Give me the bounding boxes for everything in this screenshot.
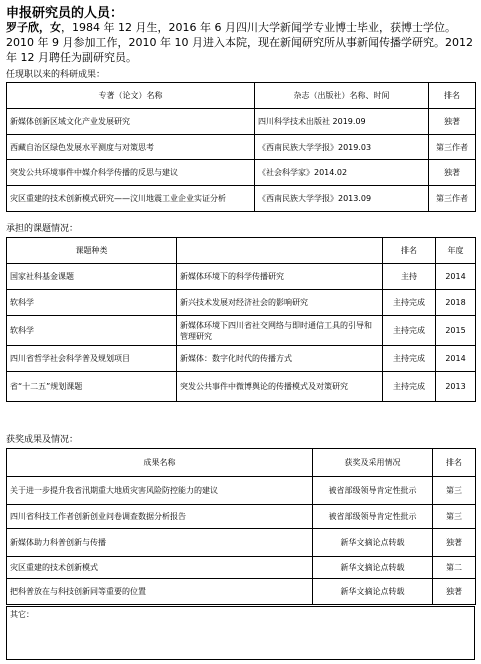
award-status: 新华文摘论点转载 bbox=[313, 579, 433, 605]
award-rank: 独著 bbox=[433, 579, 476, 605]
project-rank: 主持 bbox=[383, 264, 436, 290]
project-year: 2013 bbox=[436, 372, 476, 402]
project-type: 软科学 bbox=[7, 316, 177, 346]
table-row bbox=[7, 529, 476, 557]
table-row bbox=[7, 477, 476, 505]
project-year: 2015 bbox=[436, 316, 476, 346]
projects-label: 承担的课题情况： bbox=[6, 224, 79, 234]
award-status: 新华文摘论点转载 bbox=[313, 529, 433, 557]
other-label: 其它： bbox=[10, 610, 34, 619]
research-title: 突发公共环境事件中媒介科学传播的反思与建议 bbox=[7, 160, 255, 186]
awards-table bbox=[6, 448, 476, 605]
project-type: 四川省哲学社会科学普及规划项目 bbox=[7, 346, 177, 372]
project-year: 2014 bbox=[436, 264, 476, 290]
table-row bbox=[7, 557, 476, 579]
table-row bbox=[7, 264, 476, 290]
project-title: 突发公共事件中微博舆论的传播模式及对策研究 bbox=[177, 372, 383, 402]
award-rank: 第二 bbox=[433, 557, 476, 579]
table-row bbox=[7, 579, 476, 605]
award-title: 四川省科技工作者创新创业问卷调查数据分析报告 bbox=[7, 505, 313, 529]
research-publisher: 《西南民族大学学报》2013.09 bbox=[255, 186, 429, 212]
project-title: 新兴技术发展对经济社会的影响研究 bbox=[177, 290, 383, 316]
projects-header-rank: 排名 bbox=[383, 238, 436, 264]
other-section bbox=[6, 606, 475, 660]
award-rank: 第三 bbox=[433, 477, 476, 505]
awards-header-rank: 排名 bbox=[433, 449, 476, 477]
projects-header-year: 年度 bbox=[436, 238, 476, 264]
awards-header-status: 获奖及采用情况 bbox=[313, 449, 433, 477]
award-title: 灾区重建的技术创新模式 bbox=[7, 557, 313, 579]
bio-paragraph bbox=[6, 20, 476, 65]
research-publisher: 四川科学技术出版社 2019.09 bbox=[255, 109, 429, 135]
projects-header-title bbox=[177, 238, 383, 264]
award-status: 被省部级领导肯定性批示 bbox=[313, 505, 433, 529]
research-label: 任现职以来的科研成果： bbox=[6, 70, 106, 80]
table-row bbox=[7, 372, 476, 402]
research-publisher: 《西南民族大学学报》2019.03 bbox=[255, 135, 429, 160]
page-heading: 申报研究员的人员： bbox=[6, 6, 124, 21]
award-rank: 第三 bbox=[433, 505, 476, 529]
project-type: 国家社科基金课题 bbox=[7, 264, 177, 290]
award-title: 把科普放在与科技创新同等重要的位置 bbox=[7, 579, 313, 605]
projects-table bbox=[6, 237, 476, 402]
award-title: 关于进一步提升我省汛期重大地质灾害风险防控能力的建议 bbox=[7, 477, 313, 505]
awards-label: 获奖成果及情况： bbox=[6, 435, 79, 445]
award-title: 新媒体助力科普创新与传播 bbox=[7, 529, 313, 557]
research-header-title: 专著（论文）名称 bbox=[7, 83, 255, 109]
table-row bbox=[7, 346, 476, 372]
research-title: 新媒体创新区域文化产业发展研究 bbox=[7, 109, 255, 135]
project-year: 2018 bbox=[436, 290, 476, 316]
project-title: 新媒体环境下的科学传播研究 bbox=[177, 264, 383, 290]
award-status: 新华文摘论点转载 bbox=[313, 557, 433, 579]
project-rank: 主持完成 bbox=[383, 372, 436, 402]
research-publisher: 《社会科学家》2014.02 bbox=[255, 160, 429, 186]
research-title: 西藏自治区绿色发展水平测度与对策思考 bbox=[7, 135, 255, 160]
bio-text: ，1984 年 12 月生，2016 年 6 月四川大学新闻学专业博士毕业，获博士学位。2010 年 9 月参加工作，2010 年 10 月进入本院，现在新闻研究所从事新闻传播学研究。2012 年 12 月聘任为副研究员。 bbox=[6, 21, 473, 64]
applicant-name: 罗子欣，女 bbox=[6, 21, 61, 34]
table-row bbox=[7, 109, 476, 135]
table-row bbox=[7, 505, 476, 529]
award-rank: 独著 bbox=[433, 529, 476, 557]
table-row bbox=[7, 186, 476, 212]
award-status: 被省部级领导肯定性批示 bbox=[313, 477, 433, 505]
table-row bbox=[7, 160, 476, 186]
research-rank: 第三作者 bbox=[429, 186, 476, 212]
project-title: 新媒体环境下四川省社交网络与即时通信工具的引导和管理研究 bbox=[177, 316, 383, 346]
research-rank: 第三作者 bbox=[429, 135, 476, 160]
table-row bbox=[7, 135, 476, 160]
table-row bbox=[7, 316, 476, 346]
table-row bbox=[7, 290, 476, 316]
project-rank: 主持完成 bbox=[383, 316, 436, 346]
research-table bbox=[6, 82, 476, 212]
research-header-rank: 排名 bbox=[429, 83, 476, 109]
research-rank: 独著 bbox=[429, 109, 476, 135]
project-type: 软科学 bbox=[7, 290, 177, 316]
research-header-publisher: 杂志（出版社）名称、时间 bbox=[255, 83, 429, 109]
research-title: 灾区重建的技术创新模式研究——汶川地震工业企业实证分析 bbox=[7, 186, 255, 212]
project-rank: 主持完成 bbox=[383, 346, 436, 372]
project-rank: 主持完成 bbox=[383, 290, 436, 316]
project-title: 新媒体：数字化时代的传播方式 bbox=[177, 346, 383, 372]
projects-header-type: 课题种类 bbox=[7, 238, 177, 264]
project-type: 省“十二五”规划课题 bbox=[7, 372, 177, 402]
research-rank: 独著 bbox=[429, 160, 476, 186]
project-year: 2014 bbox=[436, 346, 476, 372]
awards-header-title: 成果名称 bbox=[7, 449, 313, 477]
